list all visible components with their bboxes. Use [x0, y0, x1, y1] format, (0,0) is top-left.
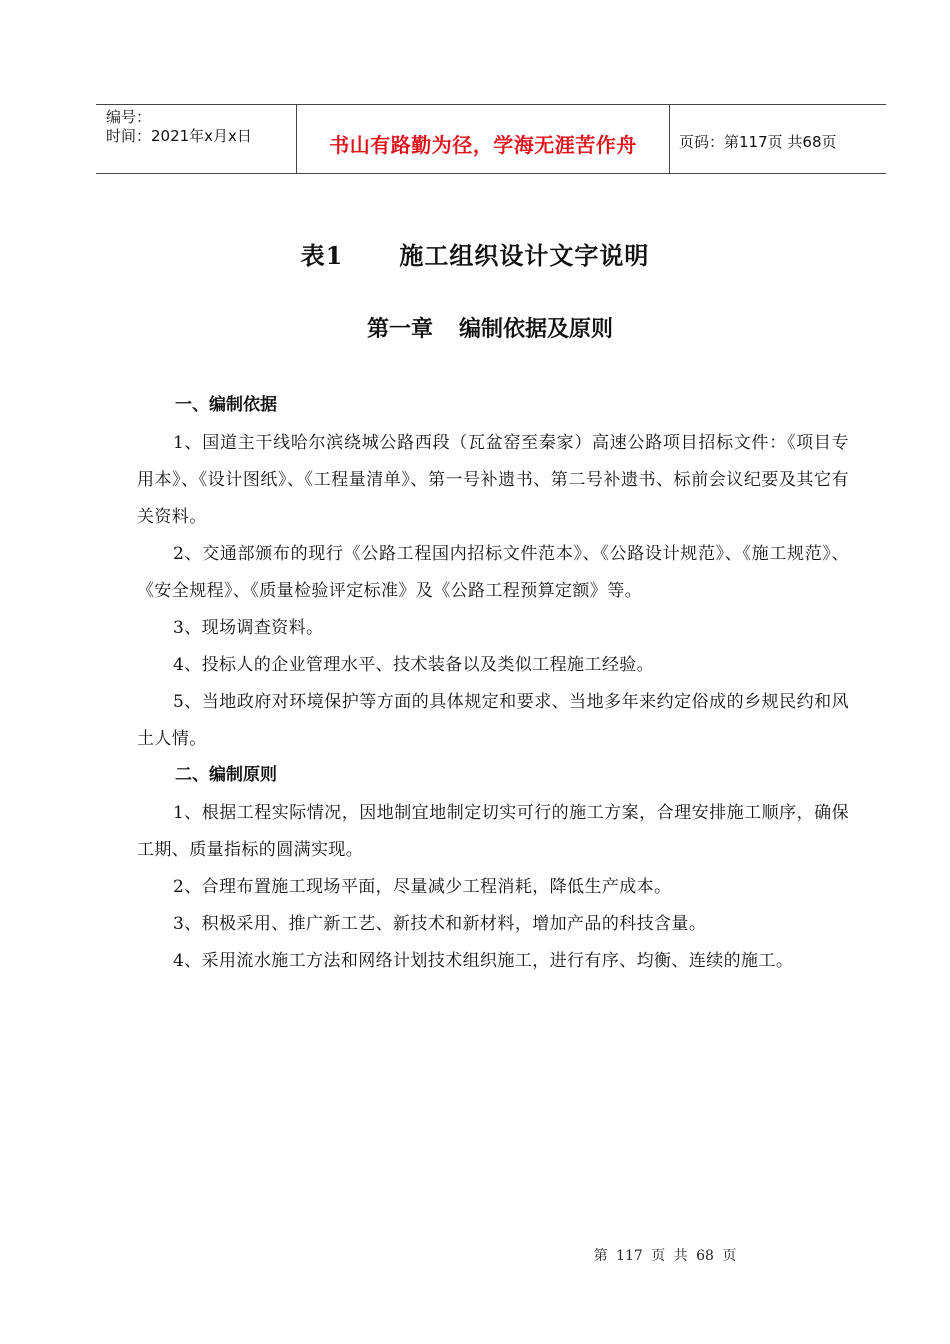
paragraph: 3、积极采用、推广新工艺、新技术和新材料，增加产品的科技含量。: [173, 914, 707, 934]
chapter-title: 编制依据及原则: [459, 316, 614, 342]
paragraph: 4、投标人的企业管理水平、技术装备以及类似工程施工经验。: [173, 655, 655, 675]
paragraph: 4、采用流水施工方法和网络计划技术组织施工，进行有序、均衡、连续的施工。: [173, 951, 794, 971]
page-footer: 第 117 页 共 68 页: [593, 1248, 737, 1264]
paragraph: 2、合理布置施工现场平面，尽量减少工程消耗，降低生产成本。: [173, 877, 672, 897]
paragraph: 2、交通部颁布的现行《公路工程国内招标文件范本》、《公路设计规范》、《施工规范》、《安全规程》、《质量检验评定标准》及《公路工程预算定额》等。: [137, 544, 849, 601]
header-motto-cell: [296, 105, 670, 173]
time-text: 时间：2021年x月x日: [106, 127, 252, 145]
paragraph: 3、现场调查资料。: [173, 618, 324, 638]
header-page-cell: [669, 105, 886, 173]
chapter-number: 第一章: [366, 316, 433, 342]
header-table: [96, 104, 886, 174]
paragraph: 1、根据工程实际情况，因地制宜地制定切实可行的施工方案，合理安排施工顺序，确保工期、质量指标的圆满实现。: [137, 803, 849, 860]
section-heading: 一、编制依据: [175, 395, 277, 415]
title-text: 施工组织设计文字说明: [399, 241, 650, 270]
page-code: 页码：第117页 共68页: [679, 133, 837, 151]
number-label: 编号：: [106, 108, 152, 126]
paragraph: 1、国道主干线哈尔滨绕城公路西段（瓦盆窑至秦家）高速公路项目招标文件：《项目专用本》、《设计图纸》、《工程量清单》、第一号补遗书、第二号补遗书、标前会议纪要及其它有关资料。: [137, 433, 849, 527]
table-number: 表1: [300, 241, 344, 270]
document-body: [137, 390, 849, 980]
header-info-cell: [96, 105, 296, 173]
paragraph: 5、当地政府对环境保护等方面的具体规定和要求、当地多年来约定俗成的乡规民约和风土人情。: [137, 692, 849, 749]
section-heading: 二、编制原则: [175, 765, 277, 785]
document-title: [0, 236, 950, 271]
motto-text: 书山有路勤为径，学海无涯苦作舟: [329, 133, 637, 157]
chapter-heading: [0, 312, 950, 343]
